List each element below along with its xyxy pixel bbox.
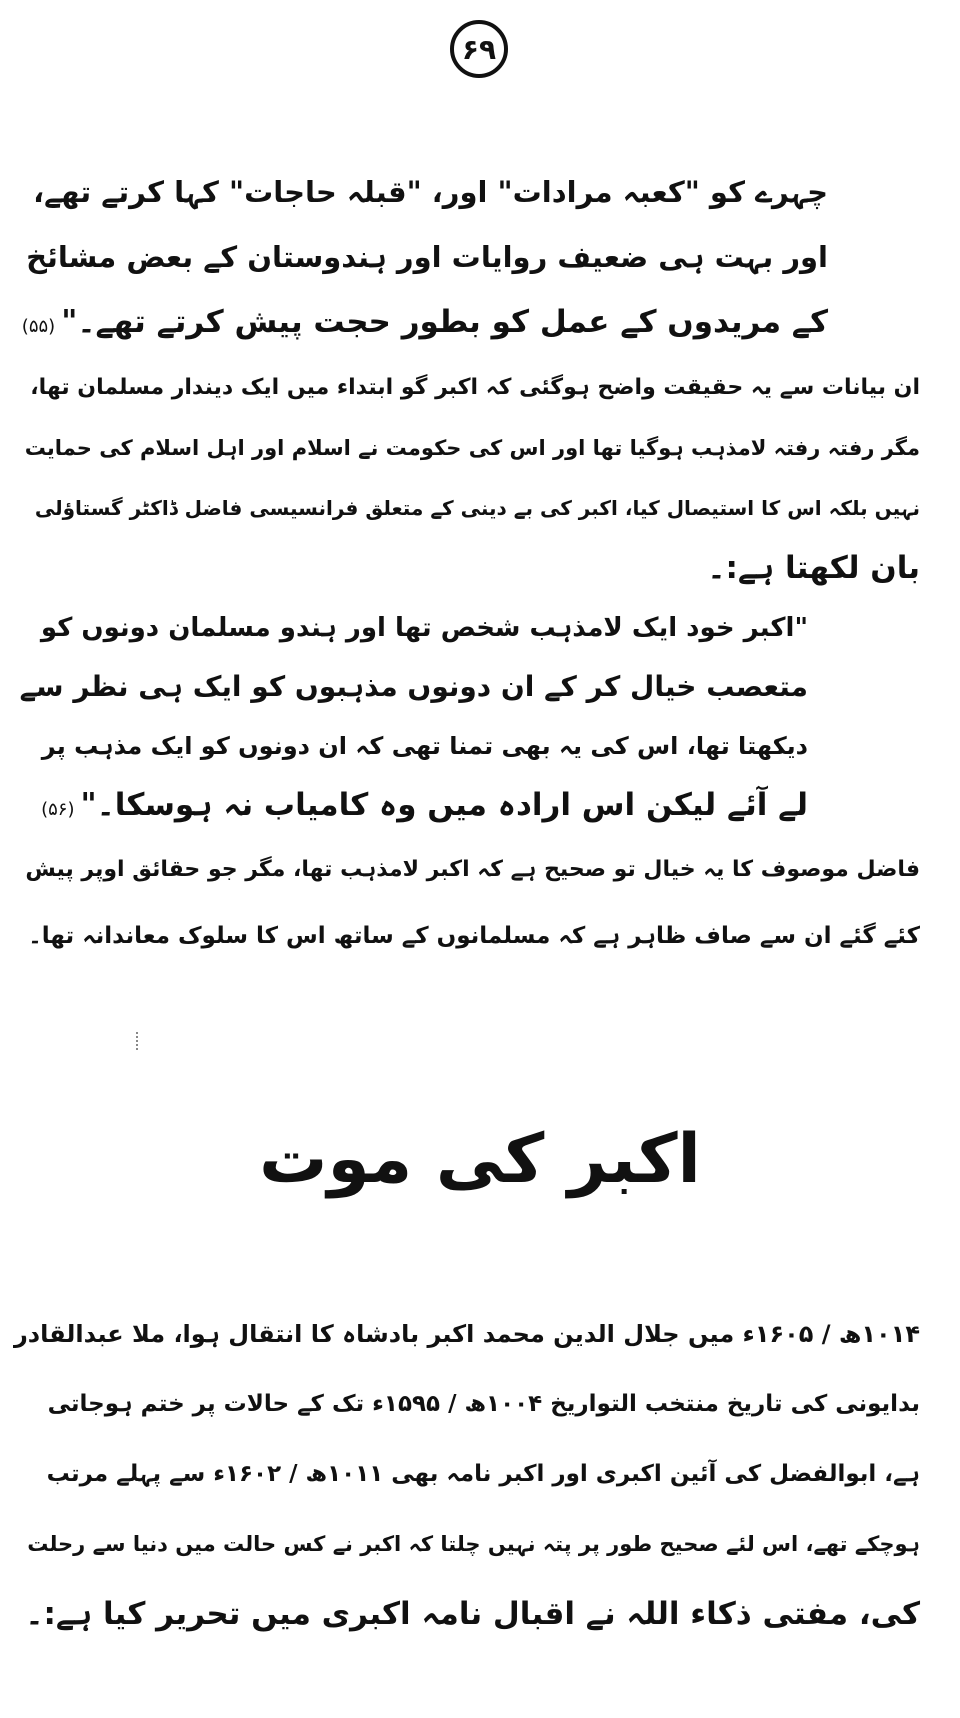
para1-line-1: ان بیانات سے یہ حقیقت واضح ہوگئی کہ اکبر گو ابتداء میں ایک دیندار مسلمان تھا،: [30, 375, 920, 400]
para1-line-3: نہیں بلکہ اس کا استیصال کیا، اکبر کی بے دینی کے متعلق فرانسیسی فاضل ڈاکٹر گستاؤلی: [34, 496, 920, 520]
para1-line-2: مگر رفتہ رفتہ لامذہب ہوگیا تھا اور اس کی حکومت نے اسلام اور اہل اسلام کی حمایت: [24, 436, 920, 460]
para3-line-4: ہوچکے تھے، اس لئے صحیح طور پر پتہ نہیں چلتا کہ اکبر نے کس حالت میں دنیا سے رحلت: [27, 1532, 920, 1556]
quote2-line-4: [41, 783, 808, 832]
quote1-line-1: چہرے کو "کعبہ مرادات" اور، "قبلہ حاجات" کہا کرتے تھے،: [33, 175, 828, 209]
quote1-line-2: اور بہت ہی ضعیف روایات اور ہندوستان کے بعض مشائخ: [26, 240, 828, 274]
para2-line-2: کئے گئے ان سے صاف ظاہر ہے کہ مسلمانوں کے ساتھ اس کا سلوک معاندانہ تھا۔: [28, 923, 920, 949]
footnote-ref-55: (۵۵): [21, 316, 56, 337]
footnote-ref-56: (۵۶): [41, 799, 75, 820]
para2-line-1: فاضل موصوف کا یہ خیال تو صحیح ہے کہ اکبر لامذہب تھا، مگر جو حقائق اوپر پیش: [25, 857, 920, 882]
para3-line-2: بدایونی کی تاریخ منتخب التواریخ ۱۰۰۴ھ / ۱۵۹۵ء تک کے حالات پر ختم ہوجاتی: [47, 1391, 920, 1417]
quote2-line-4-text: لے آئے لیکن اس ارادہ میں وہ کامیاب نہ ہوسکا۔": [80, 787, 808, 823]
quote2-line-2: متعصب خیال کر کے ان دونوں مذہبوں کو ایک ہی نظر سے: [19, 670, 808, 703]
quote1-line-3: [22, 300, 828, 349]
quote1-line-3-text: کے مریدوں کے عمل کو بطور حجت پیش کرتے تھے۔": [61, 304, 828, 340]
section-heading: اکبر کی موت: [259, 1120, 701, 1199]
para3-line-1: ۱۰۱۴ھ / ۱۶۰۵ء میں جلال الدین محمد اکبر بادشاہ کا انتقال ہوا، ملا عبدالقادر: [13, 1320, 920, 1348]
para1-line-4: بان لکھتا ہے:۔: [707, 550, 920, 586]
para3-line-5: کی، مفتی ذکاء اللہ نے اقبال نامہ اکبری میں تحریر کیا ہے:۔: [25, 1596, 920, 1632]
quote2-line-1: "اکبر خود ایک لامذہب شخص تھا اور ہندو مسلمان دونوں کو: [40, 613, 808, 643]
scan-speck: [136, 1032, 144, 1050]
para3-line-3: ہے، ابوالفضل کی آئین اکبری اور اکبر نامہ بھی ۱۰۱۱ھ / ۱۶۰۲ء سے پہلے مرتب: [46, 1461, 920, 1487]
quote2-line-3: دیکھتا تھا، اس کی یہ بھی تمنا تھی کہ ان دونوں کو ایک مذہب پر: [41, 732, 808, 760]
page-number: ۶۹: [450, 20, 508, 78]
